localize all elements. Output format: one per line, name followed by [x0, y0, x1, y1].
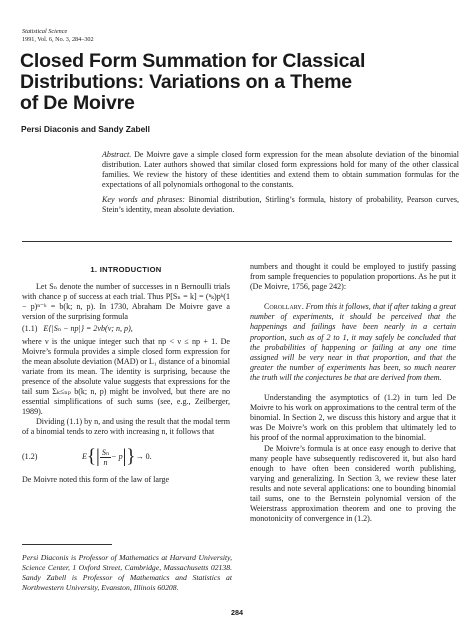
- expectation-symbol: E: [82, 451, 87, 461]
- article-title: [20, 51, 460, 114]
- section-divider: [22, 241, 452, 242]
- intro-paragraph-1: Let Sₙ denote the number of successes in n Bernoulli trials with chance p of success at each trial. Thus P[Sₙ = k] = (ⁿₖ)pᵏ(1 − p)ⁿ⁻ᵏ = b(k; n, p). In 1730, Abraham De Moivre gave a version of the surprising formula: [22, 282, 230, 322]
- author-footnote: Persi Diaconis is Professor of Mathematics at Harvard University, Science Center, 1 Oxford Street, Cambridge, Massachusetts 02138. Sandy Zabell is Professor of Mathematics and Statistics at Northwestern University, Evanston, Illinois 60208.: [22, 553, 232, 592]
- corollary-label: Corollary.: [264, 302, 304, 312]
- right-brace: |}: [122, 446, 136, 467]
- abstract-label: Abstract.: [102, 150, 132, 159]
- intro-paragraph-3: Dividing (1.1) by n, and using the result that the modal term of a binomial tends to zero with increasing n, it follows that: [22, 417, 230, 437]
- fraction-numerator: Sₙ: [101, 447, 110, 457]
- journal-header: [22, 28, 94, 43]
- corollary-quote: [250, 302, 456, 383]
- fraction: [100, 448, 111, 467]
- right-column: [250, 262, 456, 524]
- page-number: 284: [231, 608, 243, 617]
- section-heading: 1. INTRODUCTION: [90, 265, 162, 274]
- journal-name: Statistical Science: [22, 28, 68, 35]
- right-paragraph-3: De Moivre’s formula is at once easy enough to derive that many people have subsequently rediscovered it, but also hard enough to have often been considered worth publishing, varying and generalizing. In Section 3, we review these later results and note several applications: one to bounding binomial tail sums, one to the Bernstein polynomial version of the Weierstrass approximation theorem and one to proving the monotonicity of convergence in (1.2).: [250, 443, 456, 524]
- equation-number: (1.2): [22, 451, 38, 461]
- keywords-text: Binomial distribution, Stirling’s formula, history of probability, Pearson curves, Stein’s identity, mean absolute deviation.: [102, 195, 459, 215]
- intro-paragraph-4: De Moivre noted this form of the law of large: [22, 474, 170, 484]
- keywords-label: Key words and phrases:: [102, 195, 185, 205]
- title-line-3: of De Moivre: [20, 92, 135, 114]
- keywords-paragraph: [102, 195, 459, 215]
- left-column: [22, 262, 230, 485]
- abstract-text: De Moivre gave a simple closed form expression for the mean absolute deviation of the binomial distribution. Later authors showed that similar closed form expressions hold for many of the other classical families. We review the history of these identities and extend them to obtain summation formulas for the expectations of all polynomials orthogonal to the constants.: [102, 150, 459, 190]
- right-paragraph-2: Understanding the asymptotics of (1.2) in turn led De Moivre to his work on approximations to the central term of the binomial. In Section 2, we discuss this history and argue that it was De Moivre’s work on this problem that ultimately led to his proof of the normal approximation to the binomial.: [250, 393, 456, 443]
- equation-body: E{|Sₙ − np|} = 2νb(ν; n, p),: [43, 324, 133, 334]
- equation-number: (1.1): [22, 324, 38, 334]
- volume-line: 1991, Vol. 6, No. 3, 284–302: [22, 35, 94, 43]
- title-line-2: Distributions: Variations on a Theme: [20, 71, 352, 93]
- intro-paragraph-2: where ν is the unique integer such that np < ν ≤ np + 1. De Moivre’s formula provides a simple closed form expression for the mean absolute deviation (MAD) or L₁ distance of a binomial variate from its mean. The identity is surprising, because the presence of the absolute value suggests that expressions for the tail sum Σₖ≤ₙₚ b(k; n, p) might be involved, but there are no essential simplifications of such sums (see, e.g., Zeilberger, 1989).: [22, 336, 230, 417]
- minus-p: − p: [111, 451, 123, 461]
- title-line-1: Closed Form Summation for Classical: [20, 50, 366, 72]
- authors: Persi Diaconis and Sandy Zabell: [21, 124, 150, 134]
- abstract-block: [102, 150, 459, 221]
- left-brace: {|: [86, 446, 100, 467]
- corollary-text: From this it follows, that if after taking a great number of experiments, it should be perceived that the happenings and failings have been nearly in a certain proportion, such as of 2 to 1, it may safely be concluded that the probabilities of happening or failing at any one time assigned will be very near in that proportion, and that the greater the number of experiments has been, so much nearer the truth will the conjectures be that are derived from them.: [250, 302, 456, 382]
- footnote-rule: [22, 544, 112, 545]
- equation-1-2: [22, 448, 230, 467]
- abstract-paragraph: [102, 150, 459, 190]
- equation-1-1: [22, 324, 230, 334]
- right-paragraph-1: numbers and thought it could be employed to justify passing from sample frequencies to population proportions. As he put it (De Moivre, 1756, page 242):: [250, 262, 456, 292]
- fraction-denominator: n: [103, 457, 108, 467]
- limit-arrow: → 0.: [135, 451, 152, 461]
